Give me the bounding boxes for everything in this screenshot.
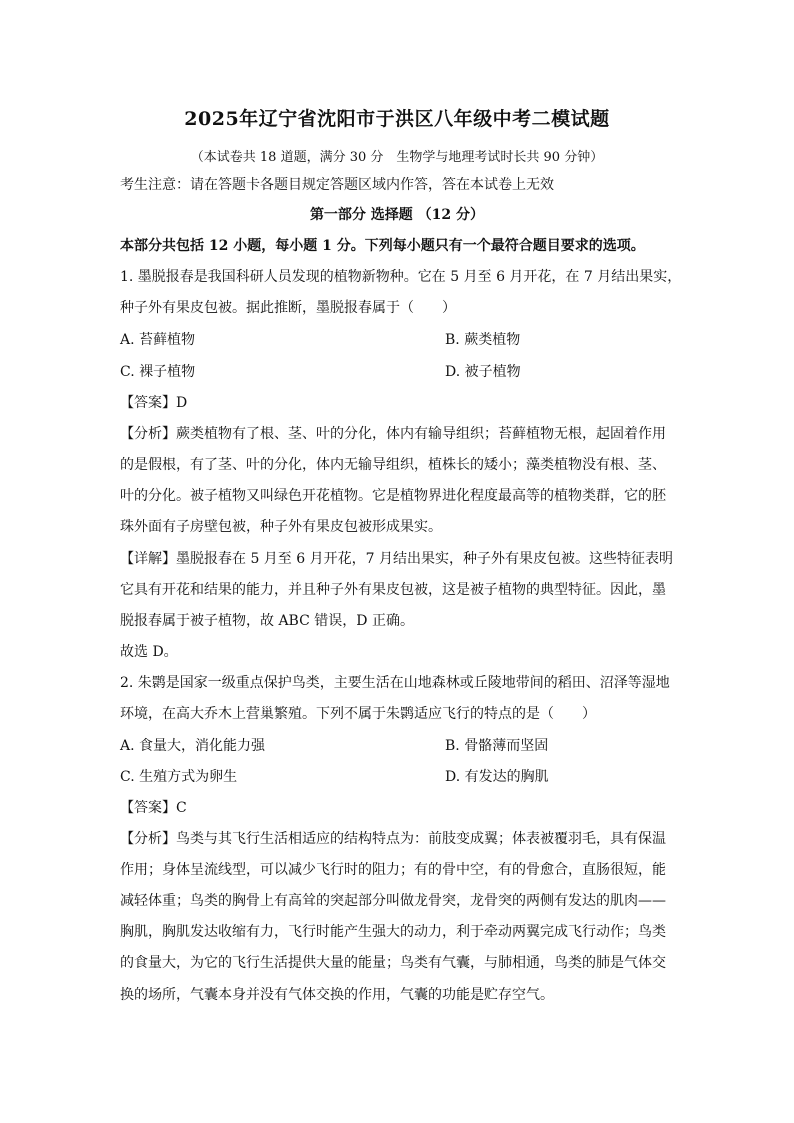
notice-text: 考生注意：请在答题卡各题目规定答题区域内作答，答在本试卷上无效 — [120, 177, 554, 193]
q1-stem-line: 种子外有果皮包被。据此推断，墨脱报春属于（ ） — [120, 300, 456, 316]
exam-subtitle: （本试卷共 18 道题，满分 30 分 生物学与地理考试时长共 90 分钟） — [190, 150, 604, 165]
q1-detail-line: 【详解】墨脱报春在 5 月至 6 月开花，7 月结出果实，种子外有果皮包被。这些特征表明 — [120, 551, 673, 567]
q1-analysis-line: 珠外面有子房壁包被，种子外有果皮包被形成果实。 — [120, 519, 442, 535]
q1-choice: 故选 D。 — [120, 644, 178, 660]
q2-option-a: A. 食量大，消化能力强 — [120, 738, 266, 754]
q2-stem-line: 2. 朱鹮是国家一级重点保护鸟类，主要生活在山地森林或丘陵地带间的稻田、沼泽等湿地 — [120, 675, 670, 691]
q1-option-c: C. 裸子植物 — [120, 364, 196, 380]
q1-detail-line: 脱报春属于被子植物，故 ABC 错误，D 正确。 — [120, 613, 414, 629]
q2-analysis-line: 胸肌，胸肌发达收缩有力，飞行时能产生强大的动力，利于牵动两翼完成飞行动作；鸟类 — [120, 924, 666, 940]
q1-answer: 【答案】D — [120, 395, 188, 411]
section-title: 第一部分 选择题 （12 分） — [309, 207, 485, 223]
q2-analysis-line: 换的场所，气囊本身并没有气体交换的作用，气囊的功能是贮存空气。 — [120, 987, 554, 1003]
q1-stem-line: 1. 墨脱报春是我国科研人员发现的植物新物种。它在 5 月至 6 月开花，在 7 月结出果实， — [120, 269, 682, 285]
q2-stem-line: 环境，在高大乔木上营巢繁殖。下列不属于朱鹮适应飞行的特点的是（ ） — [120, 706, 596, 722]
q1-option-d: D. 被子植物 — [445, 364, 521, 380]
section-instruction: 本部分共包括 12 小题，每小题 1 分。下列每小题只有一个最符合题目要求的选项。 — [120, 238, 645, 254]
q1-analysis-line: 叶的分化。被子植物又叫绿色开花植物。它是植物界进化程度最高等的植物类群，它的胚 — [120, 488, 666, 504]
q2-option-c: C. 生殖方式为卵生 — [120, 769, 238, 785]
q2-analysis-line: 作用；身体呈流线型，可以减少飞行时的阻力；有的骨中空，有的骨愈合，直肠很短，能 — [120, 862, 666, 878]
q2-answer: 【答案】C — [120, 800, 187, 816]
q2-analysis-line: 的食量大，为它的飞行生活提供大量的能量；鸟类有气囊，与肺相通，鸟类的肺是气体交 — [120, 955, 666, 971]
q1-analysis-line: 【分析】蕨类植物有了根、茎、叶的分化，体内有输导组织；苔藓植物无根，起固着作用 — [120, 426, 666, 442]
q2-option-d: D. 有发达的胸肌 — [445, 769, 549, 785]
q1-option-a: A. 苔藓植物 — [120, 332, 196, 348]
q1-detail-line: 它具有开花和结果的能力，并且种子外有果皮包被，这是被子植物的典型特征。因此，墨 — [120, 582, 666, 598]
q2-analysis-line: 减轻体重；鸟类的胸骨上有高耸的突起部分叫做龙骨突，龙骨突的两侧有发达的肌肉—— — [120, 893, 666, 909]
q2-analysis-line: 【分析】鸟类与其飞行生活相适应的结构特点为：前肢变成翼；体表被覆羽毛，具有保温 — [120, 831, 666, 847]
exam-title: 2025年辽宁省沈阳市于洪区八年级中考二模试题 — [184, 108, 610, 130]
q2-option-b: B. 骨骼薄而坚固 — [445, 738, 549, 754]
q1-option-b: B. 蕨类植物 — [445, 332, 521, 348]
q1-analysis-line: 的是假根，有了茎、叶的分化，体内无输导组织，植株长的矮小；藻类植物没有根、茎、 — [120, 457, 666, 473]
